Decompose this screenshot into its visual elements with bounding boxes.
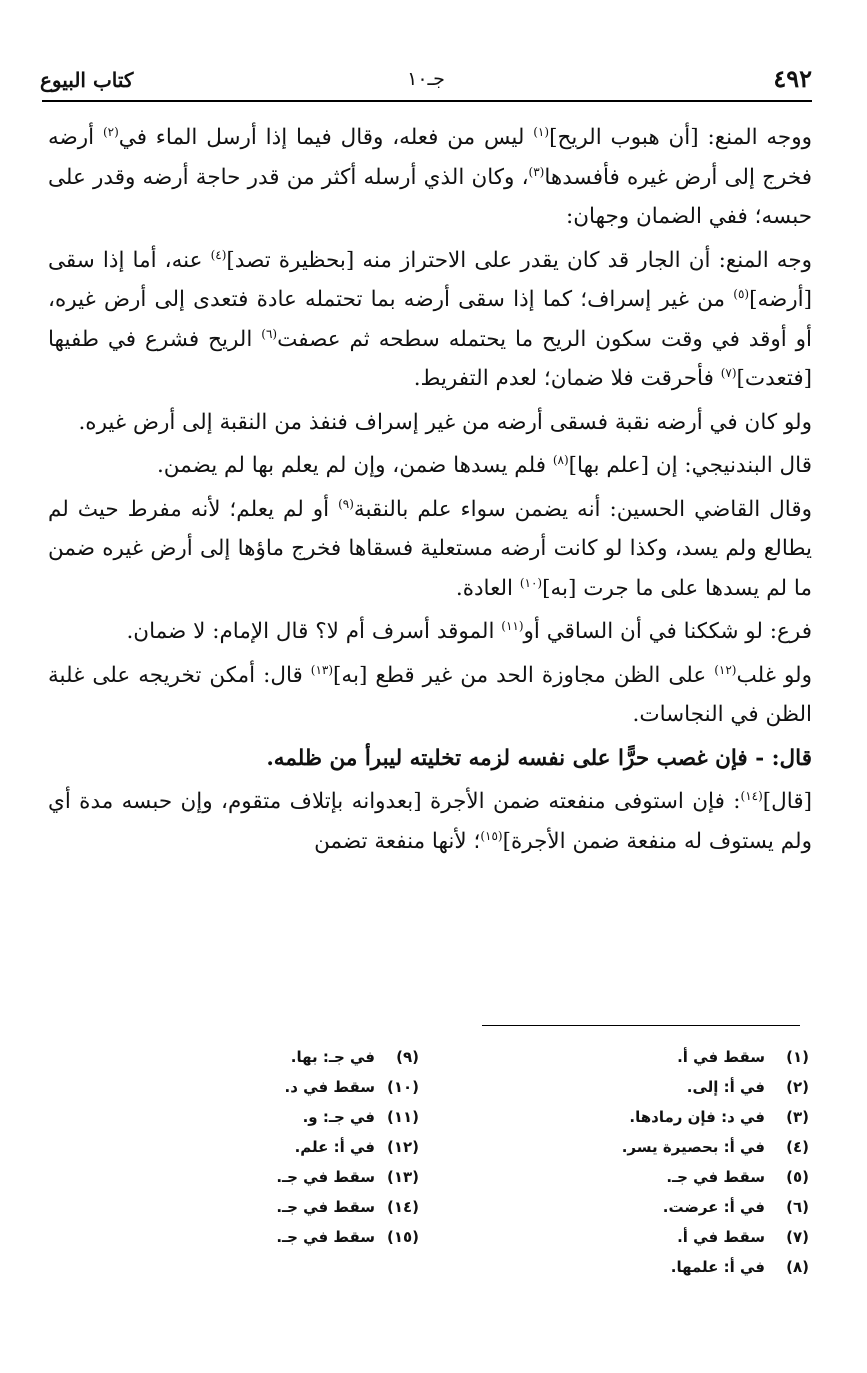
text-run: ووجه المنع: [أن هبوب الريح] (549, 125, 812, 150)
text-run: ، وكان الذي أرسله أكثر من قدر حاجة أرضه وقدر على حبسه؛ ففي الضمان وجهان: (48, 164, 812, 229)
footnote-text: في أ: علم. (294, 1138, 375, 1156)
footnote-text: في أ: عرضت. (662, 1198, 765, 1216)
footnote-item (509, 1102, 809, 1132)
footnote-item (179, 1162, 419, 1192)
footnote-number: (١٥) (386, 1228, 419, 1246)
footnote-number: (١٢) (386, 1138, 419, 1156)
paragraph (48, 782, 812, 861)
footnote-item (179, 1102, 419, 1132)
text-run: أرضه فخرج إلى أرض غيره فأفسدها (48, 125, 812, 190)
text-run: قال البندنيجي: إن [علم بها] (568, 453, 812, 478)
footnote-number: (٩) (396, 1048, 419, 1066)
footnote-number: (١١) (386, 1108, 419, 1126)
text-run: عنه، أما إذا سقى [أرضه] (48, 247, 812, 312)
footnote-number: (٤) (786, 1138, 809, 1156)
footnote-text: في أ: بحصيرة يسر. (621, 1138, 765, 1156)
footnote-item (179, 1042, 419, 1072)
footnote-text: سقط في جـ. (276, 1228, 375, 1246)
text-run: : فإن استوفى منفعته ضمن الأجرة [بعدوانه بإتلاف متقوم، وإن حبسه مدة أي ولم يستوف له منفعة ضمن الأجرة] (48, 789, 812, 854)
header-rule (42, 100, 812, 102)
footnote-item (509, 1072, 809, 1102)
footnote-ref: (١٢) (714, 662, 737, 677)
footnote-number: (٨) (786, 1258, 809, 1276)
footnote-text: في أ: علمها. (670, 1258, 765, 1276)
text-run: فرع: لو شككنا في أن الساقي أو (523, 619, 812, 644)
page-number: ٤٩٢ (773, 64, 812, 93)
footnote-number: (٥) (786, 1168, 809, 1186)
text-run: الموقد أسرف أم لا؟ قال الإمام: لا ضمان. (126, 619, 502, 644)
text-run: وقال القاضي الحسين: أنه يضمن سواء علم بالنقبة (353, 496, 812, 522)
footnote-number: (٣) (786, 1108, 809, 1126)
paragraph (48, 612, 812, 652)
footnote-text: في جـ: بها. (290, 1048, 375, 1066)
footnote-ref: (٧) (720, 365, 737, 380)
footnote-item (509, 1132, 809, 1162)
footnote-text: سقط في جـ. (276, 1168, 375, 1186)
footnote-ref: (٩) (338, 496, 354, 511)
paragraph (48, 739, 812, 779)
paragraph (48, 403, 812, 443)
footnote-item (179, 1132, 419, 1162)
footnote-ref: (٢) (102, 124, 119, 139)
book-title: كتاب البيوع (40, 68, 134, 92)
footnote-number: (٦) (786, 1198, 809, 1216)
footnote-ref: (٨) (552, 452, 569, 467)
footnote-ref: (٣) (528, 164, 545, 179)
footnote-text: في جـ: و. (302, 1108, 375, 1126)
footnote-text: سقط في د. (284, 1078, 375, 1096)
text-run: قال: - فإن غصب حرًّا على نفسه لزمه تخليته ليبرأ من ظلمه. (266, 745, 812, 771)
footnotes-left-column (179, 1042, 419, 1252)
text-run: ولو كان في أرضه نقبة فسقى أرضه من غير إسراف فنفذ من النقبة إلى أرض غيره. (78, 409, 812, 435)
footnote-text: سقط في أ. (677, 1048, 765, 1066)
footnote-item (179, 1222, 419, 1252)
text-run: فلم يسدها ضمن، وإن لم يعلم بها لم يضمن. (156, 453, 553, 478)
footnote-number: (٧) (786, 1228, 809, 1246)
text-run: [قال] (762, 789, 812, 814)
footnote-text: في أ: إلى. (686, 1078, 765, 1096)
footnote-ref: (١١) (501, 618, 524, 633)
footnote-ref: (١٣) (310, 662, 334, 677)
footnote-number: (١٣) (386, 1168, 419, 1186)
footnote-item (179, 1192, 419, 1222)
footnote-text: سقط في جـ. (666, 1168, 765, 1186)
text-run: العادة. (455, 575, 520, 601)
footnote-rule (482, 1025, 800, 1026)
paragraph (48, 118, 812, 237)
text-run: ولو غلب (736, 662, 812, 688)
text-run: على الظن مجاوزة الحد من غير قطع [به] (333, 662, 715, 688)
paragraph (48, 490, 812, 609)
paragraph (48, 241, 812, 399)
text-run: من غير إسراف؛ كما إذا سقى أرضه بما تحتمله عادة فتعدى إلى أرض غيره، أو أوقد في وقت سكون الريح ما يحتمله سطحه ثم عصفت (48, 287, 812, 352)
footnote-ref: (٥) (733, 286, 750, 301)
footnote-text: سقط في أ. (677, 1228, 765, 1246)
footnote-ref: (١) (533, 124, 550, 139)
text-run: ليس من فعله، وقال فيما إذا أرسل الماء في (118, 125, 534, 150)
volume-label: جـ١٠ (407, 68, 445, 90)
text-run: وجه المنع: أن الجار قد كان يقدر على الاحتراز منه [بحظيرة تصد] (226, 247, 813, 273)
footnote-number: (١٠) (386, 1078, 419, 1096)
footnote-item (509, 1162, 809, 1192)
text-run: أو لم يعلم؛ لأنه مفرط حيث لم يطالع ولم يسد، وكذا لو كانت أرضه مستعلية فسقاها فخرج ماؤها إلى أرض غيره ضمن ما لم يسدها على ما جرت [به] (48, 496, 812, 601)
paragraph (48, 446, 812, 486)
footnote-number: (٢) (786, 1078, 809, 1096)
main-text (48, 118, 812, 865)
footnote-number: (١) (786, 1048, 809, 1066)
footnote-text: سقط في جـ. (276, 1198, 375, 1216)
footnote-number: (١٤) (386, 1198, 419, 1216)
footnote-ref: (٦) (261, 326, 278, 341)
page-header (40, 60, 812, 96)
footnote-ref: (١٥) (480, 828, 503, 843)
footnote-item (509, 1042, 809, 1072)
footnotes-right-column (509, 1042, 809, 1282)
footnote-ref: (١٠) (519, 575, 543, 590)
footnote-ref: (٤) (210, 247, 227, 262)
footnote-ref: (١٤) (740, 788, 763, 803)
text-run: الريح فشرع في طفيها [فتعدت] (48, 326, 812, 391)
text-run: قال: أمكن تخريجه على غلبة الظن في النجاسات. (48, 662, 812, 727)
footnote-text: في د: فإن رمادها. (629, 1108, 765, 1126)
footnote-item (509, 1252, 809, 1282)
footnote-item (179, 1072, 419, 1102)
text-run: ؛ لأنها منفعة تضمن (314, 828, 481, 854)
footnote-item (509, 1222, 809, 1252)
footnote-item (509, 1192, 809, 1222)
paragraph (48, 656, 812, 735)
text-run: فأحرقت فلا ضمان؛ لعدم التفريط. (413, 366, 721, 391)
